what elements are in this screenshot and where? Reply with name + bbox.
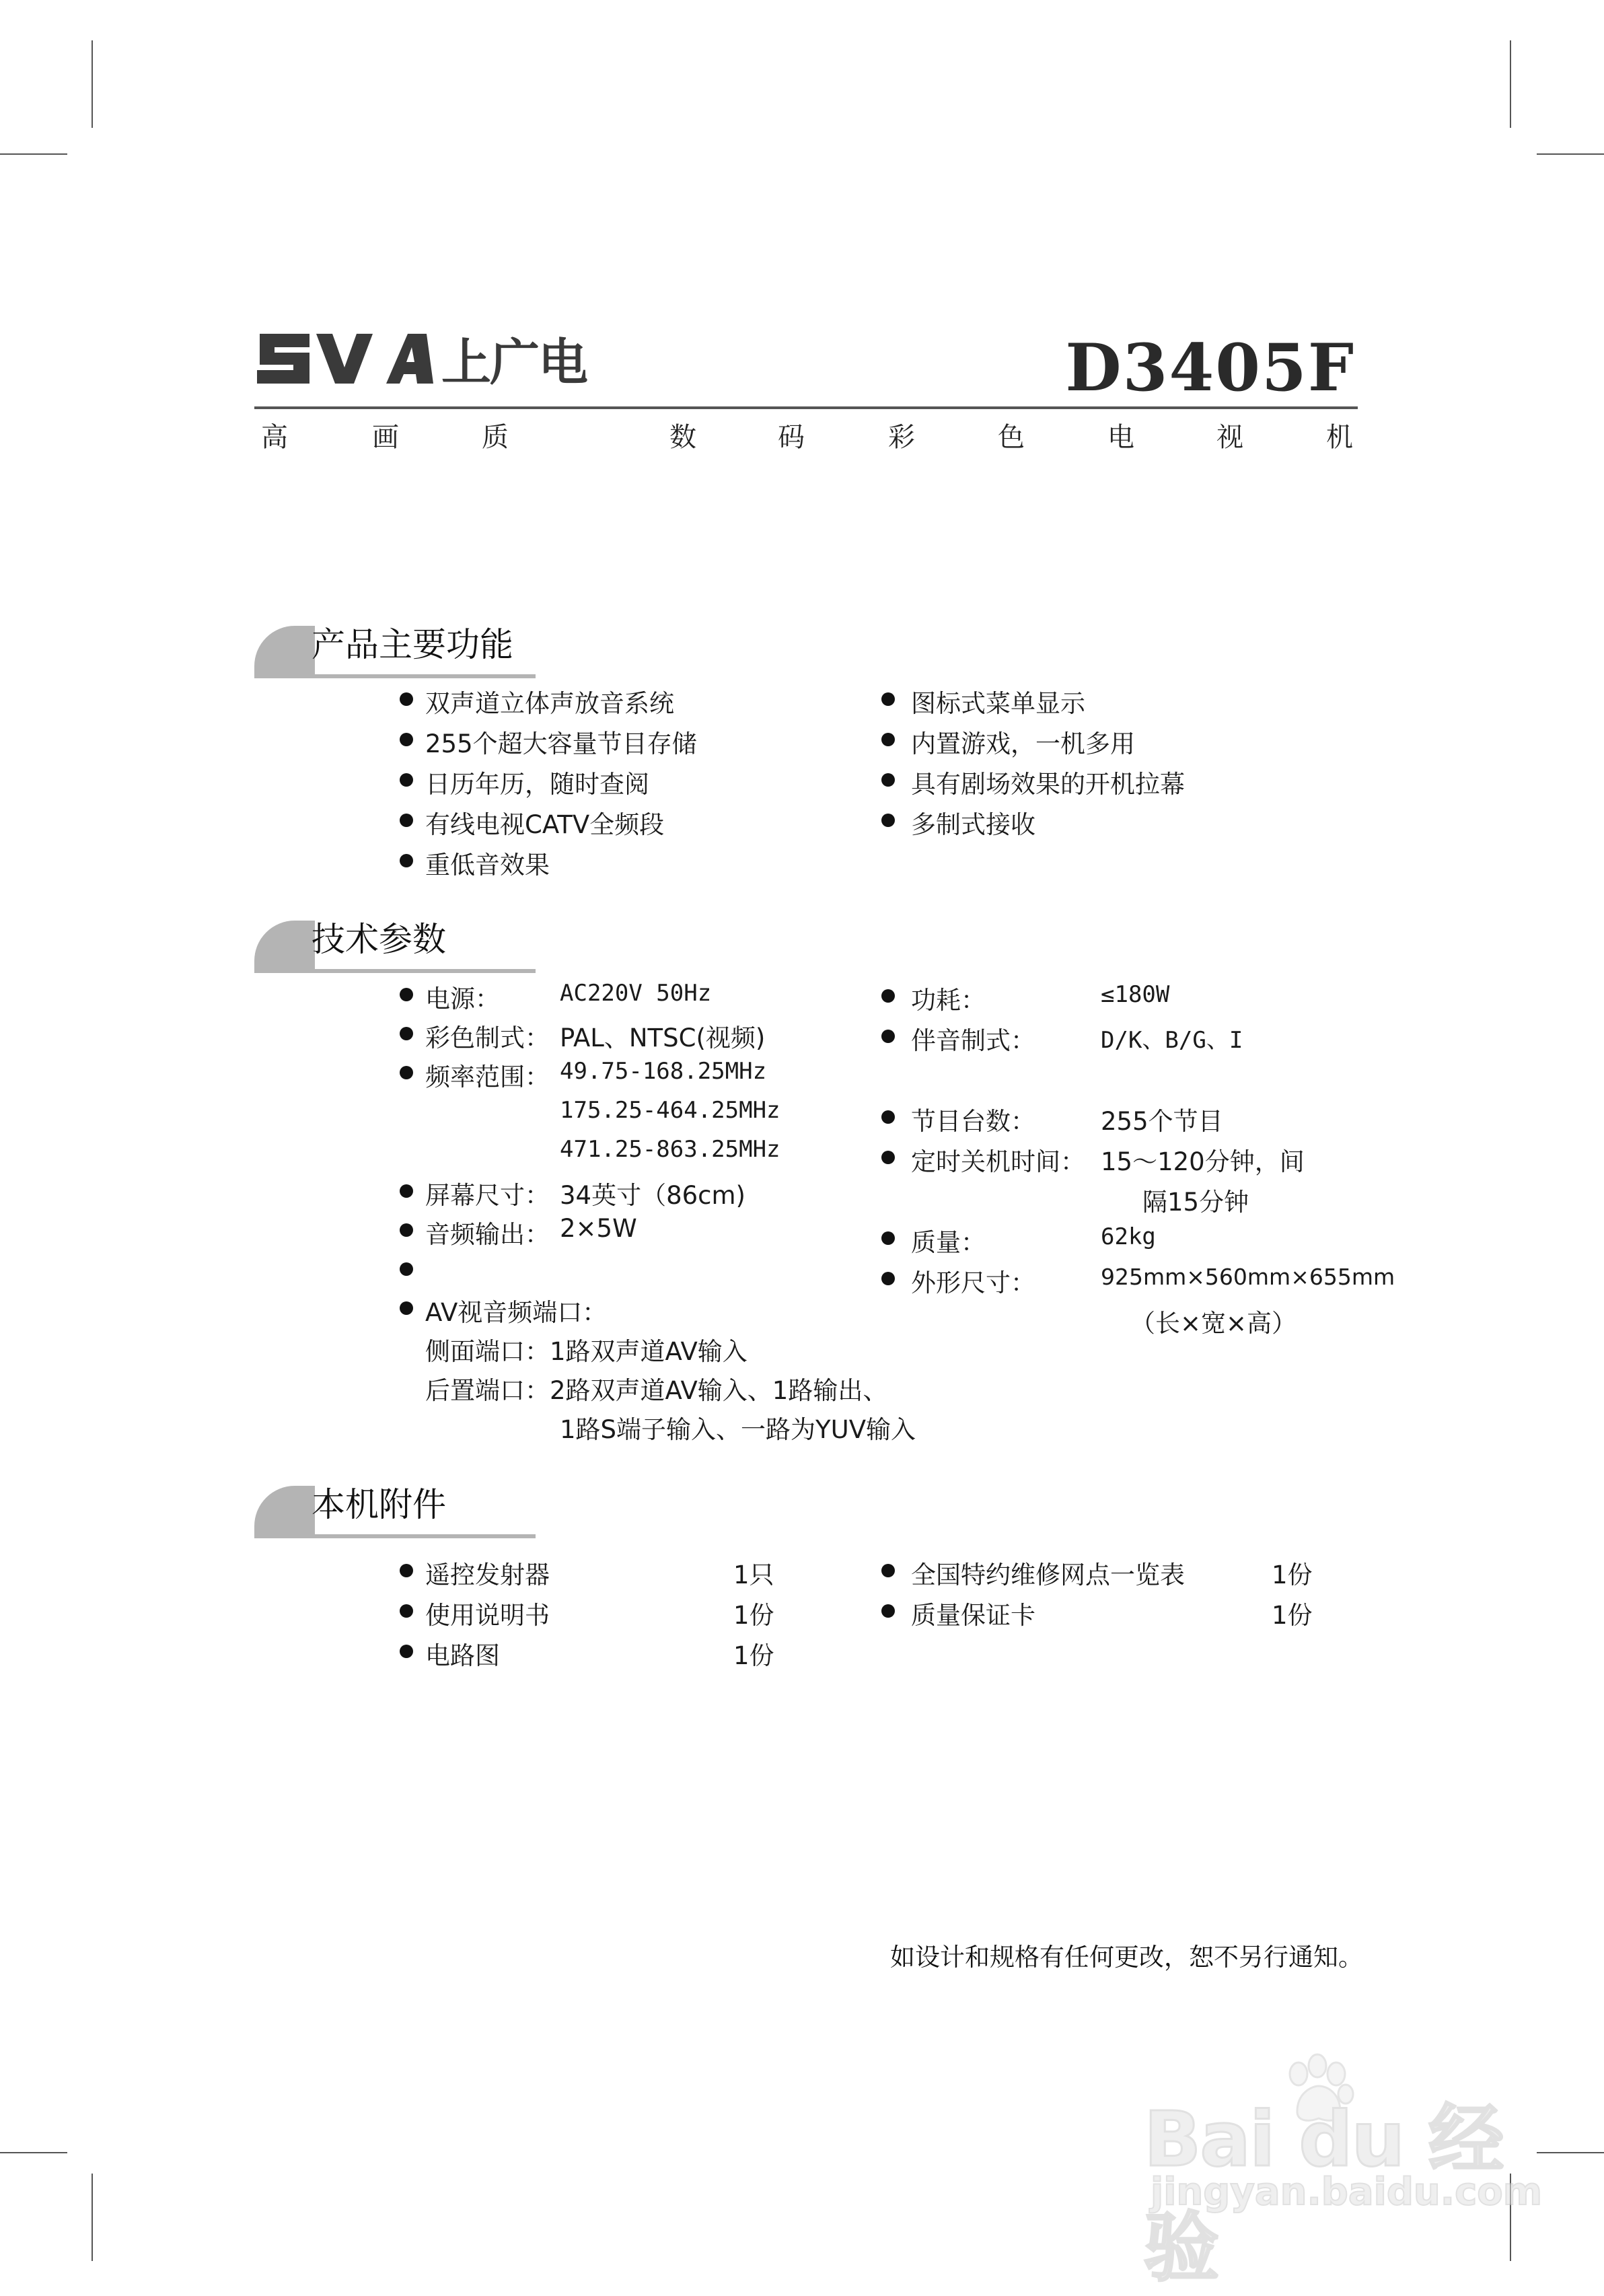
section-title: 产品主要功能: [312, 625, 513, 664]
spec-label: 电源：: [425, 984, 500, 1013]
bullet-icon: [400, 692, 413, 706]
spec-label: 功耗：: [911, 986, 986, 1015]
section-underline: [254, 969, 536, 973]
subtitle-char: 码: [778, 422, 805, 453]
crop-mark: [1537, 2152, 1604, 2153]
crop-mark: [0, 153, 67, 155]
feature-item: 255个超大容量节目存储: [425, 729, 697, 758]
accessory-qty: 1份: [733, 1601, 774, 1630]
feature-item: 双声道立体声放音系统: [425, 689, 674, 718]
logo-chinese-name: 上广电: [441, 334, 587, 392]
bullet-icon: [400, 1184, 413, 1198]
bullet-icon: [400, 1223, 413, 1237]
spec-value: 62kg: [1101, 1223, 1156, 1250]
spec-label: 外形尺寸：: [911, 1268, 1035, 1297]
bullet-icon: [881, 1110, 895, 1124]
feature-item: 内置游戏，一机多用: [911, 729, 1135, 758]
section-tab-shape: [254, 921, 315, 969]
feature-item: 重低音效果: [425, 851, 550, 880]
subtitle-char: 质: [482, 422, 509, 453]
baidu-watermark: [1144, 2052, 1543, 2292]
crop-mark: [92, 40, 93, 128]
bullet-icon: [400, 814, 413, 827]
bullet-icon: [400, 1262, 413, 1276]
bullet-icon: [400, 1027, 413, 1040]
bullet-icon: [881, 1030, 895, 1043]
header-divider: [254, 406, 1358, 409]
bullet-icon: [881, 1564, 895, 1577]
accessory-name: 全国特约维修网点一览表: [911, 1560, 1185, 1589]
bullet-icon: [400, 773, 413, 787]
bullet-icon: [400, 733, 413, 746]
bullet-icon: [881, 1231, 895, 1245]
bullet-icon: [881, 814, 895, 827]
product-subtitle: [254, 416, 1358, 456]
subtitle-char: 彩: [888, 422, 915, 453]
spec-label: 音频输出：: [425, 1220, 550, 1249]
bullet-icon: [881, 692, 895, 706]
brand-logo: [254, 328, 587, 392]
spec-value: 471.25-863.25MHz: [560, 1136, 780, 1163]
section-title: 本机附件: [312, 1485, 446, 1524]
accessory-qty: 1份: [733, 1641, 774, 1670]
section-tab-shape: [254, 1486, 315, 1534]
feature-item: 图标式菜单显示: [911, 689, 1085, 718]
spec-label: AV视音频端口：: [425, 1298, 608, 1327]
spec-value: PAL、NTSC(视频): [560, 1024, 766, 1052]
feature-item: 有线电视CATV全频段: [425, 810, 665, 839]
bullet-icon: [881, 1604, 895, 1618]
spec-label: 节目台数：: [911, 1107, 1035, 1136]
spec-value: 925mm×560mm×655mm: [1101, 1264, 1395, 1290]
accessory-name: 质量保证卡: [911, 1601, 1035, 1630]
bullet-icon: [400, 1604, 413, 1618]
spec-value: 后置端口：2路双声道AV输入、1路输出、: [425, 1376, 888, 1405]
accessory-qty: 1只: [733, 1560, 774, 1589]
spec-value: AC220V 50Hz: [560, 980, 712, 1007]
crop-mark: [92, 2174, 93, 2261]
spec-label: 屏幕尺寸：: [425, 1181, 550, 1210]
subtitle-char: 高: [261, 422, 288, 453]
crop-mark: [1510, 40, 1511, 128]
bullet-icon: [400, 1066, 413, 1079]
feature-item: 日历年历，随时查阅: [425, 770, 649, 799]
watermark-url: jingyan.baidu.com: [1151, 2170, 1543, 2214]
bullet-icon: [400, 1301, 413, 1315]
bullet-icon: [881, 1151, 895, 1164]
bullet-icon: [881, 733, 895, 746]
spec-label: 频率范围：: [425, 1063, 550, 1091]
bullet-icon: [881, 1272, 895, 1285]
spec-value: 49.75-168.25MHz: [560, 1058, 767, 1085]
accessory-name: 使用说明书: [425, 1601, 550, 1630]
spec-value: 侧面端口：1路双声道AV输入: [425, 1337, 748, 1366]
subtitle-char: 电: [1107, 422, 1134, 453]
subtitle-char: 色: [998, 422, 1025, 453]
accessory-name: 电路图: [425, 1641, 500, 1670]
spec-value: 175.25-464.25MHz: [560, 1097, 780, 1124]
bullet-icon: [400, 1645, 413, 1658]
spec-value: 1路S端子输入、一路为YUV输入: [560, 1415, 916, 1444]
accessory-qty: 1份: [1272, 1601, 1313, 1630]
bullet-icon: [400, 988, 413, 1001]
spec-value: D/K、B/G、I: [1101, 1027, 1243, 1054]
section-tab-shape: [254, 626, 315, 674]
bullet-icon: [881, 773, 895, 787]
spec-value: 2×5W: [560, 1214, 637, 1243]
subtitle-char: 数: [669, 422, 696, 453]
spec-label: 彩色制式：: [425, 1024, 550, 1052]
accessory-name: 遥控发射器: [425, 1560, 550, 1589]
spec-value: ≤180W: [1101, 981, 1170, 1008]
bullet-icon: [400, 854, 413, 867]
spec-value: 15～120分钟，间: [1101, 1147, 1305, 1176]
spec-label: 定时关机时间：: [911, 1147, 1085, 1176]
section-underline: [254, 674, 536, 678]
spec-value: （长×宽×高）: [1130, 1309, 1297, 1338]
spec-value: 255个节目: [1101, 1107, 1223, 1136]
crop-mark: [1537, 153, 1604, 155]
section-title: 技术参数: [312, 920, 446, 959]
spec-label: 质量：: [911, 1228, 986, 1257]
model-number: D3405F: [1065, 330, 1355, 406]
accessory-qty: 1份: [1272, 1560, 1313, 1589]
subtitle-char: 画: [372, 422, 399, 453]
spec-value: 隔15分钟: [1142, 1188, 1249, 1217]
watermark-brand: Bai du 经验: [1144, 2096, 1503, 2292]
footer-disclaimer: 如设计和规格有任何更改，恕不另行通知。: [890, 1943, 1363, 1972]
feature-item: 具有剧场效果的开机拉幕: [911, 770, 1185, 799]
subtitle-char: 机: [1326, 422, 1353, 453]
spec-label: 伴音制式：: [911, 1026, 1035, 1055]
crop-mark: [0, 2152, 67, 2153]
section-underline: [254, 1534, 536, 1538]
sva-logo-icon: [254, 330, 436, 388]
spec-value: 34英寸（86cm): [560, 1181, 745, 1210]
subtitle-char: 视: [1216, 422, 1243, 453]
bullet-icon: [400, 1564, 413, 1577]
bullet-icon: [881, 989, 895, 1003]
feature-item: 多制式接收: [911, 810, 1035, 839]
